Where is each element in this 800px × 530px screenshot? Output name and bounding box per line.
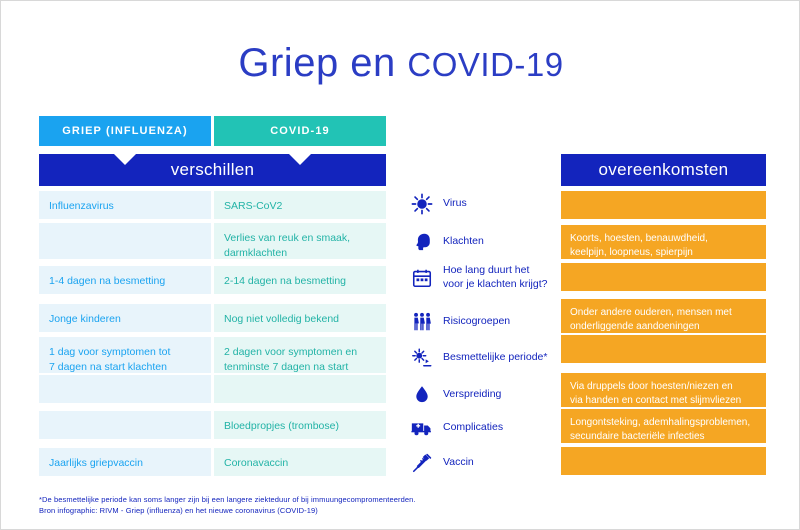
category-label-6: Complicaties	[443, 421, 504, 434]
similarity-block-blank-2	[561, 335, 766, 363]
contagious-period-icon	[411, 347, 433, 369]
similarity-block-blank-0	[561, 191, 766, 219]
head-symptoms-icon	[411, 231, 433, 253]
similarity-block-5: Via druppels door hoesten/niezen en via handen en contact met slijmvliezen	[561, 373, 766, 407]
category-row-6	[411, 415, 503, 441]
ambulance-icon	[411, 417, 433, 439]
banner-verschillen: verschillen	[39, 154, 386, 186]
similarity-block-blank-3	[561, 447, 766, 475]
category-label-1: Klachten	[443, 235, 484, 248]
category-label-0: Virus	[443, 197, 467, 210]
category-row-1	[411, 229, 484, 255]
cell-covid-6: Bloedpropjes (trombose)	[214, 411, 386, 439]
cell-griep-7: Jaarlijks griepvaccin	[39, 448, 211, 476]
category-row-7	[411, 450, 474, 476]
page-title-part1: Griep en	[238, 41, 408, 85]
cell-griep-6	[39, 411, 211, 439]
banner-overeenkomsten: overeenkomsten	[561, 154, 766, 186]
droplet-icon	[411, 384, 433, 406]
page-title-part2: COVID-19	[407, 46, 564, 83]
cell-covid-0: SARS-CoV2	[214, 191, 386, 219]
cell-griep-4: 1 dag voor symptomen tot 7 dagen na start klachten	[39, 337, 211, 373]
cell-covid-7: Coronavaccin	[214, 448, 386, 476]
cell-griep-1	[39, 223, 211, 259]
category-row-2	[411, 265, 547, 291]
virus-icon	[411, 193, 433, 215]
similarity-block-1: Koorts, hoesten, benauwdheid, keelpijn, loopneus, spierpijn	[561, 225, 766, 259]
calendar-icon	[411, 267, 433, 289]
tab-covid: COVID-19	[214, 116, 386, 146]
category-row-5	[411, 382, 501, 408]
category-label-5: Verspreiding	[443, 388, 502, 401]
category-row-4	[411, 345, 547, 371]
tab-griep: GRIEP (INFLUENZA)	[39, 116, 211, 146]
page-title	[1, 41, 800, 86]
cell-griep-3: Jonge kinderen	[39, 304, 211, 332]
category-label-3: Risicogroepen	[443, 315, 511, 328]
category-row-3	[411, 309, 510, 335]
similarity-block-3: Onder andere ouderen, mensen met onderliggende aandoeningen	[561, 299, 766, 333]
cell-griep-0: Influenzavirus	[39, 191, 211, 219]
cell-covid-3: Nog niet volledig bekend	[214, 304, 386, 332]
cell-covid-5	[214, 375, 386, 403]
syringe-icon	[411, 452, 433, 474]
footnote-asterisk: *De besmettelijke periode kan soms langer zijn bij een langere ziekteduur of bij immuungecompromenteerden.	[39, 495, 416, 504]
footnote-source: Bron infographic: RIVM - Griep (influenza) en het nieuwe coronavirus (COVID-19)	[39, 506, 318, 515]
cell-covid-4: 2 dagen voor symptomen en tenminste 7 dagen na start	[214, 337, 386, 373]
risk-groups-icon	[411, 311, 433, 333]
cell-griep-2: 1-4 dagen na besmetting	[39, 266, 211, 294]
cell-covid-2: 2-14 dagen na besmetting	[214, 266, 386, 294]
cell-griep-5	[39, 375, 211, 403]
category-label-4: Besmettelijke periode*	[443, 351, 548, 364]
similarity-block-blank-1	[561, 263, 766, 291]
cell-covid-1: Verlies van reuk en smaak, darmklachten	[214, 223, 386, 259]
similarity-block-6: Longontsteking, ademhalingsproblemen, secundaire bacteriële infecties	[561, 409, 766, 443]
category-label-2: Hoe lang duurt het voor je klachten krijgt?	[443, 264, 548, 290]
category-row-0	[411, 191, 467, 217]
category-label-7: Vaccin	[443, 456, 474, 469]
